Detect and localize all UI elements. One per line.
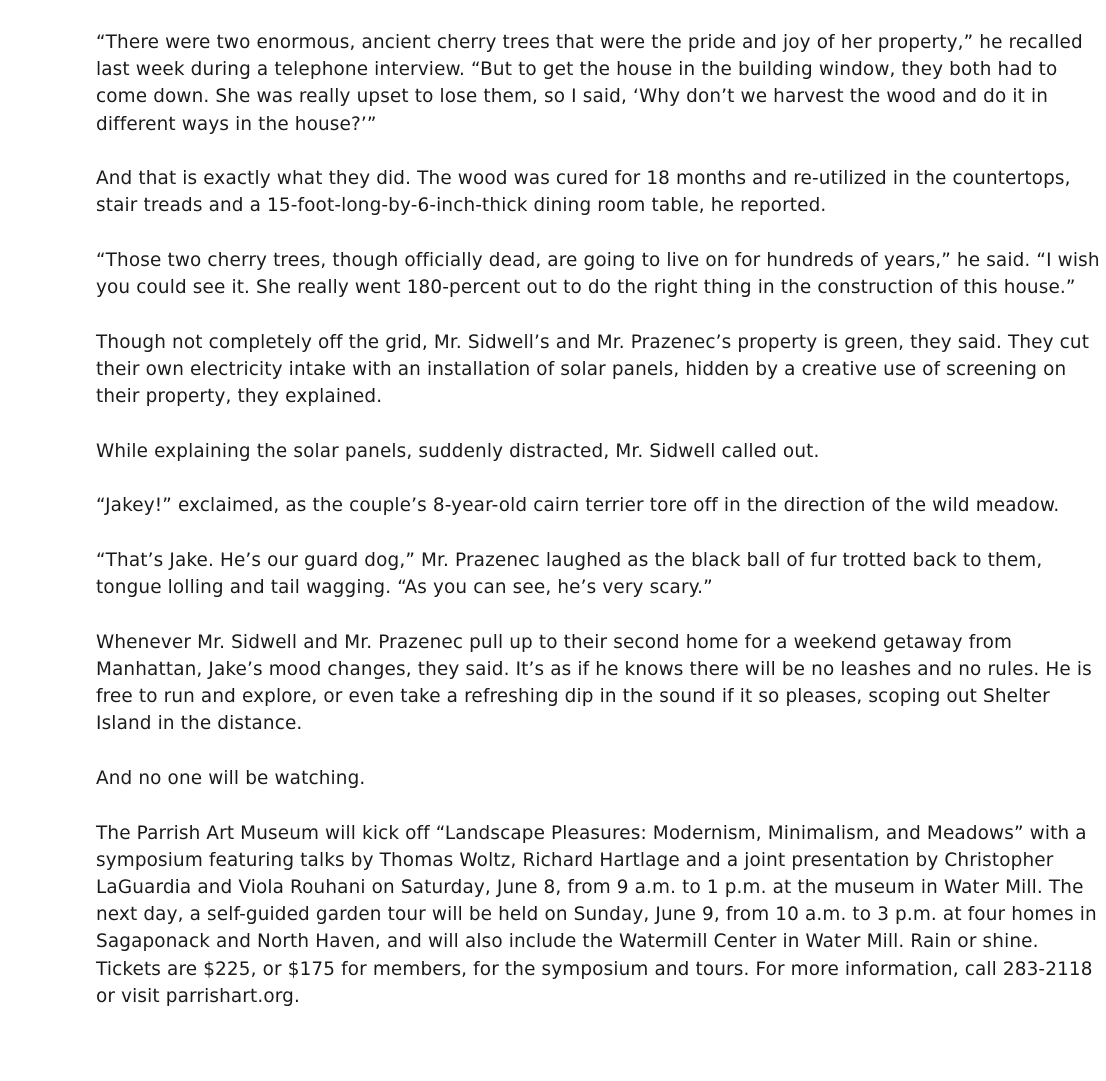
paragraph-cherry-trees-live-on: “Those two cherry trees, though officially dead, are going to live on for hundreds of years,” he said. “I wish you could see it. She really went 180-percent out to do the right thing in the construction of this house.” (96, 250, 1100, 299)
paragraph-distracted: While explaining the solar panels, suddenly distracted, Mr. Sidwell called out. (96, 440, 820, 462)
paragraph-no-one-watching: And no one will be watching. (96, 767, 366, 789)
paragraph-wood-reuse: And that is exactly what they did. The wood was cured for 18 months and re-utilized in the countertops, stair treads and a 15-foot-long-by-6-inch-thick dining room table, he reported. (96, 168, 1071, 217)
article-body (96, 29, 1101, 1010)
paragraph-event-info: The Parrish Art Museum will kick off “Landscape Pleasures: Modernism, Minimalism, and Meadows” with a symposium featuring talks by Thomas Woltz, Richard Hartlage and a joint presentation by Christopher LaGuardia and Viola Rouhani on Saturday, June 8, from 9 a.m. to 1 p.m. at the museum in Water Mill. The next day, a self-guided garden tour will be held on Sunday, June 9, from 10 a.m. to 3 p.m. at four homes in Sagaponack and North Haven, and will also include the Watermill Center in Water Mill. Rain or shine. Tickets are $225, or $175 for members, for the symposium and tours. For more information, call 283-2118 or visit parrishart.org. (96, 822, 1097, 1007)
paragraph-guard-dog: “That’s Jake. He’s our guard dog,” Mr. Prazenec laughed as the black ball of fur trotted back to them, tongue lolling and tail wagging. “As you can see, he’s very scary.” (96, 549, 1043, 599)
paragraph-weekend-getaway: Whenever Mr. Sidwell and Mr. Prazenec pull up to their second home for a weekend getaway from Manhattan, Jake’s mood changes, they said. It’s as if he knows there will be no leashes and no rules. He is free to run and explore, or even take a refreshing dip in the sound if it so pleases, scoping out Shelter Island in the distance. (96, 631, 1092, 735)
paragraph-cherry-trees-quote: “There were two enormous, ancient cherry trees that were the pride and joy of her property,” he recalled last week during a telephone interview. “But to get the house in the building window, they both had to come down. She was really upset to lose them, so I said, ‘Why don’t we harvest the wood and do it in different ways in the house?’” (96, 32, 1083, 135)
paragraph-jakey: “Jakey!” exclaimed, as the couple’s 8-year-old cairn terrier tore off in the direction of the wild meadow. (96, 495, 1060, 517)
paragraph-solar-panels: Though not completely off the grid, Mr. Sidwell’s and Mr. Prazenec’s property is green, they said. They cut their own electricity intake with an installation of solar panels, hidden by a creative use of screening on their property, they explained. (96, 331, 1090, 408)
